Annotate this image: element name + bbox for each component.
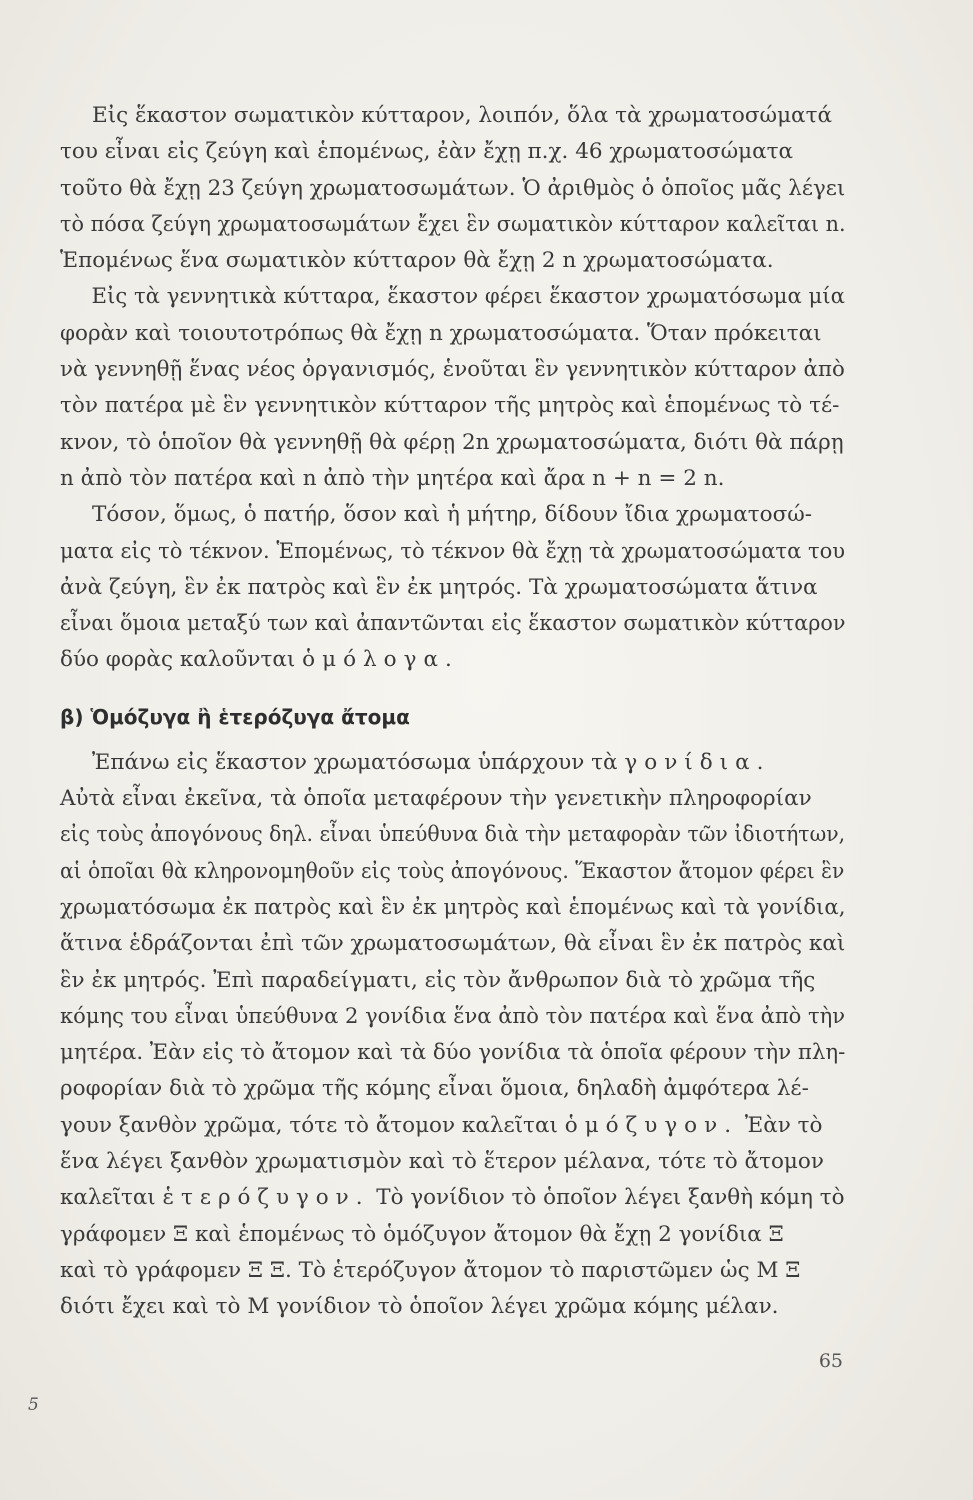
paragraph-1 [60,98,845,279]
spaced-term-homologous: ὁμόλογα. [302,647,459,673]
paragraph-3 [60,497,845,678]
page-number: 65 [818,1350,843,1372]
text-segment: Τὸ γονίδιον τὸ ὁποῖον λέγει ξανθὴ κόμη τὸ [369,1185,845,1211]
text-segment: Ἐὰν τὸ [738,1112,823,1138]
text-line: ἕνα λέγει ξανθὸν χρωματισμὸν καὶ τὸ ἕτερον μέλανα, τότε τὸ ἄτομον [60,1149,824,1175]
text-line: ἀνὰ ζεύγη, ἓν ἐκ πατρὸς καὶ ἓν ἐκ μητρός. Τὰ χρωματοσώματα ἅτινα [60,574,818,600]
text-line: τὸ πόσα ζεύγη χρωματοσωμάτων ἔχει ἓν σωματικὸν κύτταρον καλεῖται n. [60,211,846,237]
text-line: του εἶναι εἰς ζεύγη καὶ ἑπομένως, ἐὰν ἔχῃ π.χ. 46 χρωματοσώματα [60,139,794,165]
text-line: εἶναι ὅμοια μεταξύ των καὶ ἀπαντῶνται εἰς ἕκαστον σωματικὸν κύτταρον [60,611,846,637]
signature-mark: 5 [28,1395,39,1415]
text-line: εἰς τοὺς ἀπογόνους δηλ. εἶναι ὑπεύθυνα διὰ τὴν μεταφορὰν τῶν ἰδιοτήτων, [60,822,846,848]
paragraph-4 [60,745,845,1326]
section-heading: β) Ὁμόζυγα ἢ ἑτερόζυγα ἄτομα [60,704,410,729]
spaced-term-homozygous: ὁμόζυγον. [564,1112,739,1138]
text-line: καὶ τὸ γράφομεν Ξ Ξ. Τὸ ἑτερόζυγον ἄτομον τὸ παριστῶμεν ὡς Μ Ξ [60,1257,801,1283]
text-line: φορὰν καὶ τοιουτοτρόπως θὰ ἔχῃ n χρωματοσώματα. Ὅταν πρόκειται [60,320,822,346]
text-line: ροφορίαν διὰ τὸ χρῶμα τῆς κόμης εἶναι ὅμοια, δηλαδὴ ἀμφότερα λέ- [60,1076,809,1102]
text-segment: καλεῖται [60,1185,163,1211]
spaced-term-heterozygous: ἑτερόζυγον. [162,1185,370,1211]
text-line: ἅτινα ἑδράζονται ἐπὶ τῶν χρωματοσωμάτων, θὰ εἶναι ἓν ἐκ πατρὸς καὶ [60,931,846,957]
spaced-term-genes: γονίδια. [624,749,771,775]
text-line: n ἀπὸ τὸν πατέρα καὶ n ἀπὸ τὴν μητέρα καὶ ἄρα n + n = 2 n. [60,465,725,491]
text-line: νὰ γεννηθῇ ἕνας νέος ὀργανισμός, ἑνοῦται ἓν γεννητικὸν κύτταρον ἀπὸ [60,357,845,383]
text-line [60,1180,843,1216]
text-line: χρωματόσωμα ἐκ πατρὸς καὶ ἓν ἐκ μητρὸς καὶ ἑπομένως καὶ τὰ γονίδια, [60,894,846,920]
text-line: ἓν ἐκ μητρός. Ἐπὶ παραδείγματι, εἰς τὸν ἄνθρωπον διὰ τὸ χρῶμα τῆς [60,967,816,993]
text-line [60,1108,845,1144]
text-line: αἱ ὁποῖαι θὰ κληρονομηθοῦν εἰς τοὺς ἀπογόνους. Ἕκαστον ἄτομον φέρει ἓν [60,858,845,884]
text-line: Τόσον, ὅμως, ὁ πατήρ, ὅσον καὶ ἡ μήτηρ, δίδουν ἴδια χρωματοσώ- [92,502,813,528]
text-line: ματα εἰς τὸ τέκνον. Ἑπομένως, τὸ τέκνον θὰ ἔχῃ τὰ χρωματοσώματα του [60,538,846,564]
text-line: μητέρα. Ἐὰν εἰς τὸ ἄτομον καὶ τὰ δύο γονίδια τὰ ὁποῖα φέρουν τὴν πλη- [60,1040,846,1066]
text-line: Ἑπομένως ἕνα σωματικὸν κύτταρον θὰ ἔχῃ 2 n χρωματοσώματα. [60,248,774,274]
text-line [60,745,845,781]
text-segment: δύο φορὰς καλοῦνται [60,647,303,673]
text-line: Εἰς ἕκαστον σωματικὸν κύτταρον, λοιπόν, ὅλα τὰ χρωματοσώματά [92,103,832,128]
text-line: κνον, τὸ ὁποῖον θὰ γεννηθῇ θὰ φέρῃ 2n χρωματοσώματα, διότι θὰ πάρῃ [60,429,844,455]
text-line: κόμης του εἶναι ὑπεύθυνα 2 γονίδια ἕνα ἀπὸ τὸν πατέρα καὶ ἕνα ἀπὸ τὴν [60,1003,846,1029]
text-line [60,642,845,678]
text-line: τοῦτο θὰ ἔχῃ 23 ζεύγη χρωματοσωμάτων. Ὁ ἀριθμὸς ὁ ὁποῖος μᾶς λέγει [60,175,846,201]
text-line: Αὐτὰ εἶναι ἐκεῖνα, τὰ ὁποῖα μεταφέρουν τὴν γενετικὴν πληροφορίαν [60,786,812,812]
page-text [60,98,845,1326]
text-line: διότι ἔχει καὶ τὸ Μ γονίδιον τὸ ὁποῖον λέγει χρῶμα κόμης μέλαν. [60,1294,779,1320]
text-segment: Ἐπάνω εἰς ἕκαστον χρωματόσωμα ὑπάρχουν τὰ [92,749,625,775]
text-segment: γουν ξανθὸν χρῶμα, τότε τὸ ἄτομον καλεῖται [60,1112,565,1138]
text-line: γράφομεν Ξ καὶ ἑπομένως τὸ ὁμόζυγον ἄτομον θὰ ἔχῃ 2 γονίδια Ξ [60,1221,784,1247]
paragraph-2 [60,279,845,497]
text-line: τὸν πατέρα μὲ ἓν γεννητικὸν κύτταρον τῆς μητρὸς καὶ ἑπομένως τὸ τέ- [60,393,840,419]
text-line: Εἰς τὰ γεννητικὰ κύτταρα, ἕκαστον φέρει ἕκαστον χρωματόσωμα μία [91,284,845,310]
